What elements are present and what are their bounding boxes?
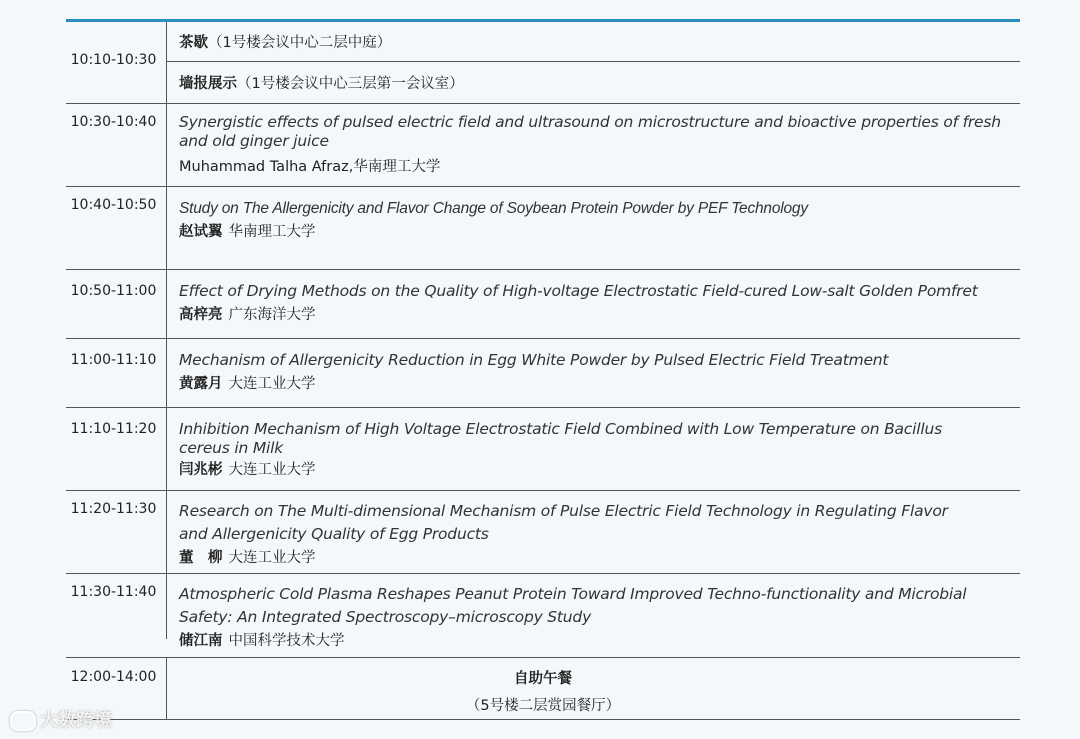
time-slot: 11:20-11:30 — [70, 501, 157, 517]
row-divider — [66, 103, 1020, 104]
speaker-affiliation: 中国科学技术大学 — [228, 633, 345, 649]
session-item — [179, 74, 1009, 94]
talk-title: Research on The Multi-dimensional Mechanism of Pulse Electric Field Technology in Regulating Flavor and Allergenicity Quality of Egg Products — [179, 502, 948, 543]
time-slot: 11:10-11:20 — [70, 421, 157, 437]
talk-entry — [179, 282, 1009, 325]
talk-entry — [179, 583, 1009, 651]
speaker-name: 黄露月 — [179, 376, 223, 392]
speaker-name: 赵试翼 — [179, 224, 223, 240]
row-divider — [66, 338, 1020, 339]
session-item — [179, 33, 1009, 53]
time-slot: 10:40-10:50 — [70, 197, 157, 213]
speaker-line — [179, 460, 1009, 480]
lunch-title: 自助午餐 — [514, 671, 572, 687]
talk-entry — [179, 199, 1009, 242]
time-slot: 11:30-11:40 — [70, 584, 157, 600]
talk-entry — [179, 351, 1009, 394]
talk-entry — [179, 420, 1009, 480]
column-divider — [166, 657, 167, 720]
talk-title: Study on The Allergenicity and Flavor Change of Soybean Protein Powder by PEF Technology — [179, 200, 808, 217]
speaker-affiliation: 大连工业大学 — [228, 376, 316, 392]
speaker-affiliation: 华南理工大学 — [353, 159, 441, 175]
talk-title: Synergistic effects of pulsed electric field and ultrasound on microstructure and bioactive properties of fresh and old ginger juice — [179, 113, 1001, 150]
speaker-line — [179, 222, 1009, 242]
speaker-line — [179, 157, 1009, 177]
row-divider — [66, 186, 1020, 187]
watermark-logo-icon — [10, 711, 36, 731]
lunch-location: （5号楼二层赏园餐厅） — [465, 698, 621, 714]
speaker-affiliation: 华南理工大学 — [228, 224, 316, 240]
speaker-line — [179, 305, 1009, 325]
speaker-name: 闫兆彬 — [179, 462, 223, 478]
speaker-line — [179, 548, 1009, 568]
speaker-name: 高梓亮 — [179, 307, 223, 323]
speaker-name: Muhammad Talha Afraz, — [179, 159, 354, 175]
time-slot: 11:00-11:10 — [70, 352, 157, 368]
column-divider — [166, 22, 167, 639]
session-location: （1号楼会议中心二层中庭） — [208, 35, 392, 51]
talk-title: Effect of Drying Methods on the Quality of High-voltage Electrostatic Field-cured Low-salt Golden Pomfret — [179, 282, 978, 300]
speaker-affiliation: 大连工业大学 — [228, 550, 316, 566]
talk-title: Mechanism of Allergenicity Reduction in Egg White Powder by Pulsed Electric Field Treatment — [179, 351, 889, 369]
top-accent-rule — [66, 19, 1020, 22]
row-divider — [166, 61, 1020, 62]
talk-title: Atmospheric Cold Plasma Reshapes Peanut Protein Toward Improved Techno-functionality and Microbial Safety: An Integrated Spectroscopy–microscopy Study — [179, 585, 967, 626]
time-slot: 12:00-14:00 — [70, 669, 157, 685]
session-title: 墙报展示 — [179, 76, 237, 92]
speaker-affiliation: 广东海洋大学 — [228, 307, 316, 323]
time-slot: 10:30-10:40 — [70, 114, 157, 130]
speaker-line — [179, 374, 1009, 394]
talk-entry — [179, 500, 1009, 568]
time-slot: 10:50-11:00 — [70, 283, 157, 299]
speaker-line — [179, 631, 1009, 651]
row-divider — [66, 490, 1020, 491]
row-divider — [66, 719, 1020, 720]
row-divider — [66, 573, 1020, 574]
lunch-entry — [166, 667, 920, 715]
talk-entry — [179, 113, 1009, 177]
time-slot: 10:10-10:30 — [70, 52, 157, 68]
session-title: 茶歇 — [179, 35, 208, 51]
session-location: （1号楼会议中心三层第一会议室） — [237, 76, 464, 92]
watermark: 大数跨境 — [10, 706, 112, 732]
speaker-affiliation: 大连工业大学 — [228, 462, 316, 478]
row-divider — [66, 407, 1020, 408]
row-divider — [66, 269, 1020, 270]
speaker-name: 储江南 — [179, 633, 223, 649]
talk-title: Inhibition Mechanism of High Voltage Electrostatic Field Combined with Low Temperature on Bacillus cereus in Milk — [179, 420, 942, 457]
row-divider — [66, 657, 1020, 658]
speaker-name: 董 柳 — [179, 550, 223, 566]
